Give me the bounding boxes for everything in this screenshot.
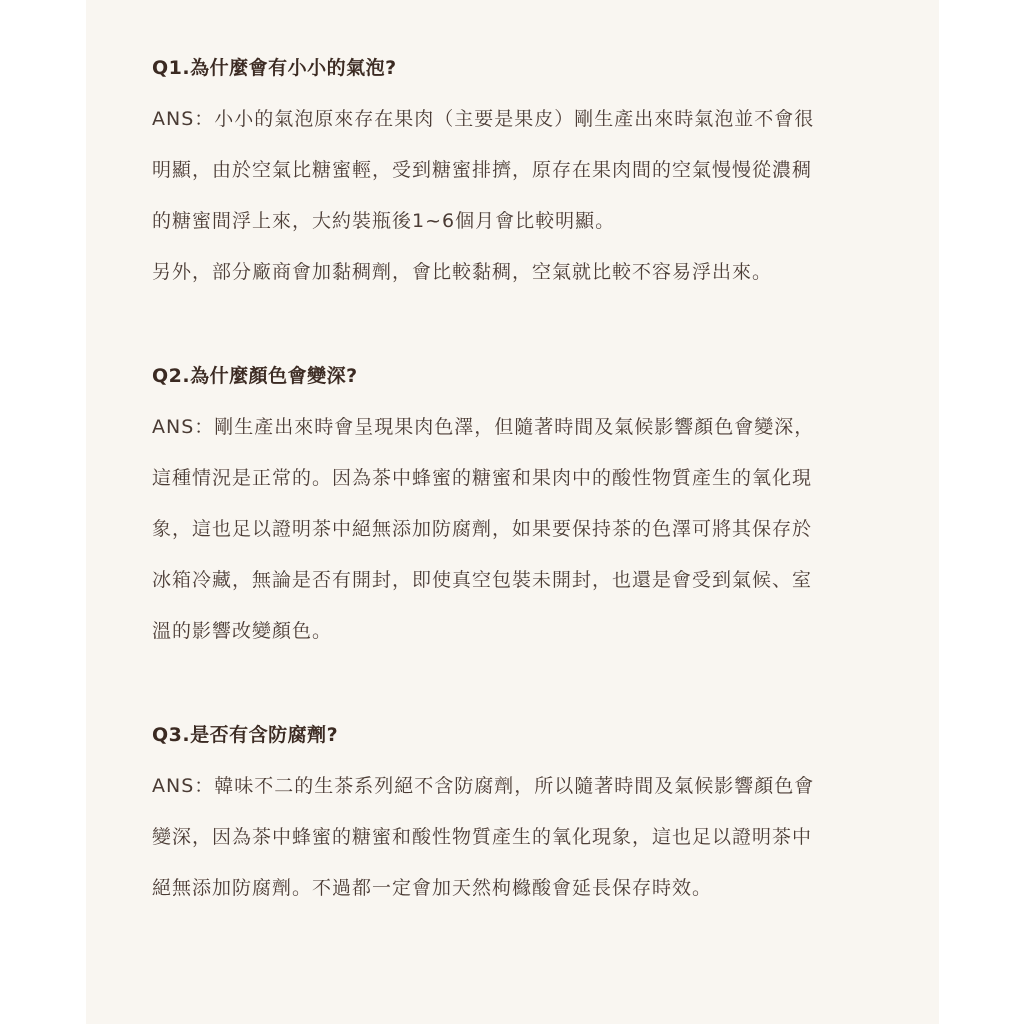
faq-content [152, 46, 882, 914]
question-3: Q3.是否有含防腐劑? [152, 724, 339, 746]
answer-3-line-3: 絕無添加防腐劑。不過都一定會加天然枸櫞酸會延長保存時效。 [152, 877, 713, 899]
faq-item-3 [152, 713, 882, 914]
answer-2-line-4: 冰箱冷藏，無論是否有開封，即使真空包裝未開封，也還是會受到氣候、室 [152, 569, 813, 591]
answer-1-line-2: 明顯，由於空氣比糖蜜輕，受到糖蜜排擠，原存在果肉間的空氣慢慢從濃稠 [152, 159, 813, 181]
faq-item-1 [152, 46, 882, 298]
answer-2-line-5: 溫的影響改變顏色。 [152, 620, 333, 642]
answer-3-line-1: ANS：韓味不二的生茶系列絕不含防腐劑，所以隨著時間及氣候影響顏色會 [152, 775, 815, 797]
answer-1-line-3: 的糖蜜間浮上來，大約裝瓶後1~6個月會比較明顯。 [152, 210, 616, 232]
faq-item-2 [152, 354, 882, 657]
answer-2-line-1: ANS：剛生產出來時會呈現果肉色澤，但隨著時間及氣候影響顏色會變深， [152, 416, 815, 438]
answer-1-line-4: 另外，部分廠商會加黏稠劑，會比較黏稠，空氣就比較不容易浮出來。 [152, 261, 773, 283]
answer-3-line-2: 變深，因為茶中蜂蜜的糖蜜和酸性物質產生的氧化現象，這也足以證明茶中 [152, 826, 813, 848]
question-1: Q1.為什麼會有小小的氣泡? [152, 57, 397, 79]
answer-2-line-3: 象，這也足以證明茶中絕無添加防腐劑，如果要保持茶的色澤可將其保存於 [152, 518, 813, 540]
answer-1-line-1: ANS：小小的氣泡原來存在果肉（主要是果皮）剛生產出來時氣泡並不會很 [152, 108, 815, 130]
answer-2-line-2: 這種情況是正常的。因為茶中蜂蜜的糖蜜和果肉中的酸性物質產生的氧化現 [152, 467, 813, 489]
question-2: Q2.為什麼顏色會變深? [152, 365, 358, 387]
